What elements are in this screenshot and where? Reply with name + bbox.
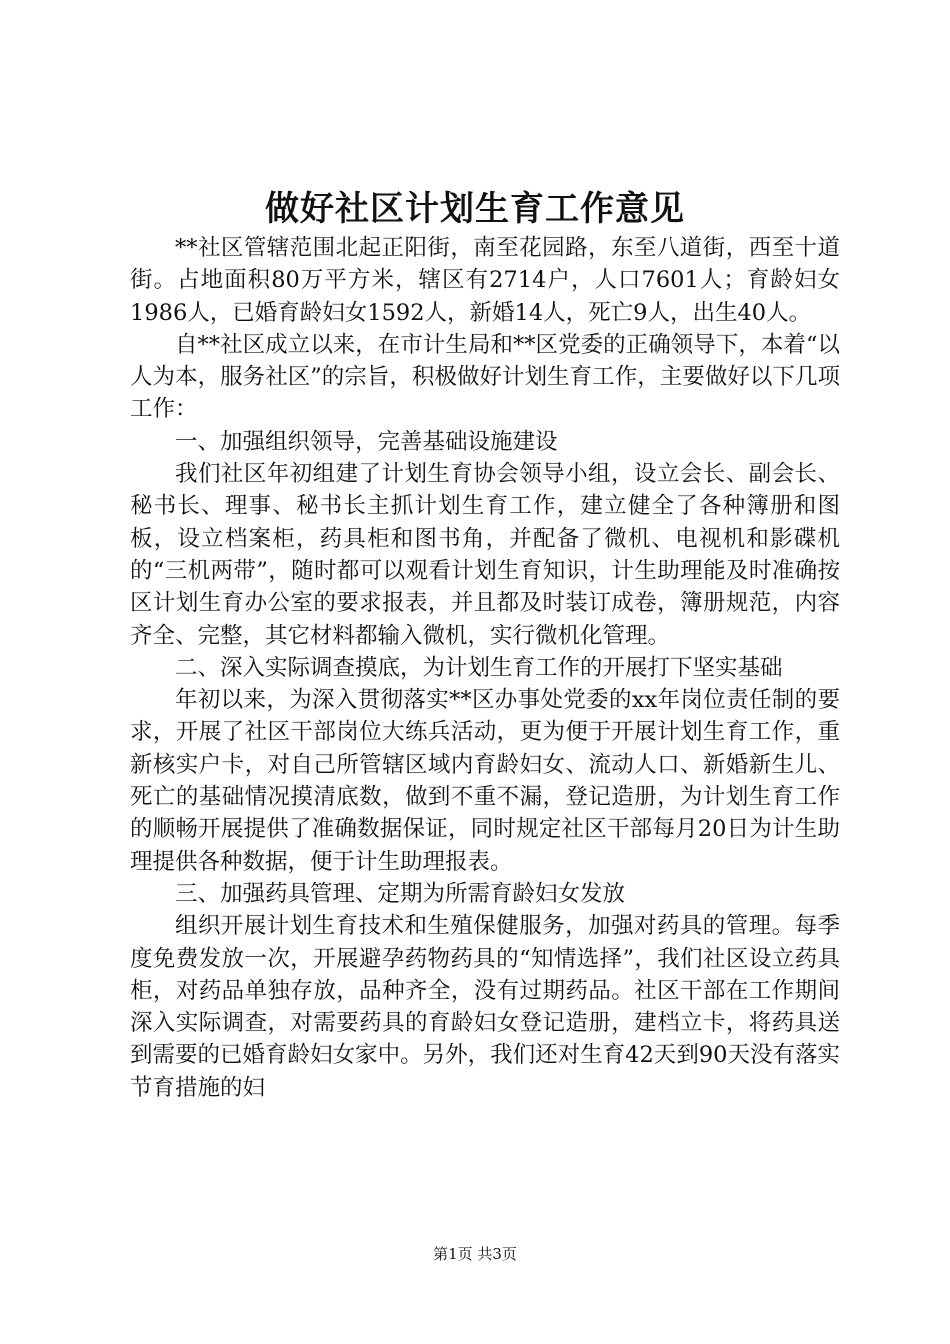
paragraph: **社区管辖范围北起正阳街，南至花园路，东至八道街，西至十道街。占地面积80万平方米，辖区有2714户，人口7601人；育龄妇女1986人，已婚育龄妇女1592人，新婚14人，死亡9人，出生40人。 (130, 235, 840, 326)
section-heading: 一、加强组织领导，完善基础设施建设 (175, 428, 558, 455)
document-body (130, 232, 840, 1104)
page-number-footer: 第1页 共3页 (433, 1245, 517, 1263)
document-title: 做好社区计划生育工作意见 (265, 189, 685, 229)
paragraph: 我们社区年初组建了计划生育协会领导小组，设立会长、副会长、秘书长、理事、秘书长主抓计划生育工作，建立健全了各种簿册和图板，设立档案柜，药具柜和图书角，并配备了微机、电视机和影碟机的“三机两带”，随时都可以观看计划生育知识，计生助理能及时准确按区计划生育办公室的要求报表，并且都及时装订成卷，簿册规范，内容齐全、完整，其它材料都输入微机，实行微机化管理。 (130, 461, 840, 649)
section-heading: 二、深入实际调查摸底，为计划生育工作的开展打下坚实基础 (175, 654, 783, 681)
paragraph: 自**社区成立以来，在市计生局和**区党委的正确领导下，本着“以人为本，服务社区”的宗旨，积极做好计划生育工作，主要做好以下几项工作： (130, 331, 840, 423)
paragraph: 年初以来，为深入贯彻落实**区办事处党委的xx年岗位责任制的要求，开展了社区干部岗位大练兵活动，更为便于开展计划生育工作，重新核实户卡，对自己所管辖区域内育龄妇女、流动人口、新婚新生儿、死亡的基础情况摸清底数，做到不重不漏，登记造册，为计划生育工作的顺畅开展提供了准确数据保证，同时规定社区干部每月20日为计生助理提供各种数据，便于计生助理报表。 (130, 687, 840, 875)
paragraph: 组织开展计划生育技术和生殖保健服务，加强对药具的管理。每季度免费发放一次，开展避孕药物药具的“知情选择”，我们社区设立药具柜，对药品单独存放，品种齐全，没有过期药品。社区干部在工作期间深入实际调查，对需要药具的育龄妇女登记造册，建档立卡，将药具送到需要的已婚育龄妇女家中。另外，我们还对生育42天到90天没有落实节育措施的妇 (130, 913, 840, 1101)
section-heading: 三、加强药具管理、定期为所需育龄妇女发放 (175, 880, 626, 907)
